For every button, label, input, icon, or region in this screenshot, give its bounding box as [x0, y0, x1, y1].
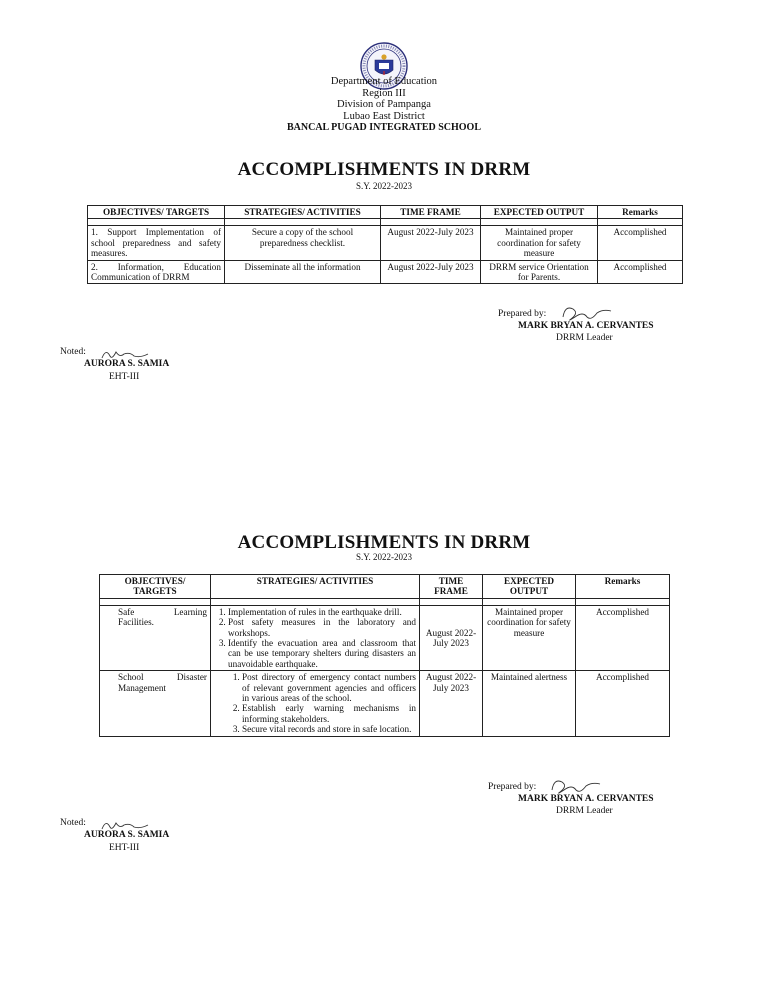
remarks-cell: Accomplished: [598, 260, 683, 284]
strategy-cell: Secure a copy of the school preparedness checklist.: [225, 226, 381, 260]
noted-label: Noted:: [60, 347, 86, 357]
column-header: OBJECTIVES/ TARGETS: [100, 575, 211, 599]
section2-header-row: [100, 575, 670, 599]
strategy-item: 1. Post directory of emergency contact numbers of relevant government agencies and officers in various areas of the school.: [242, 672, 416, 703]
row-number: 2.: [91, 261, 98, 272]
noted-label: Noted:: [60, 818, 86, 828]
preparer-role: DRRM Leader: [556, 333, 613, 343]
section1-school-year: S.Y. 2022-2023: [355, 181, 413, 191]
column-header: STRATEGIES/ ACTIVITIES: [211, 575, 420, 599]
column-header: EXPECTED OUTPUT: [483, 575, 576, 599]
output-cell: DRRM service Orientation for Parents.: [481, 260, 598, 284]
preparer-name: MARK BRYAN A. CERVANTES: [518, 794, 654, 804]
noter-role: EHT-III: [109, 843, 140, 853]
column-header: EXPECTED OUTPUT: [481, 206, 598, 219]
objective-cell: Support Implementation of school preparedness and safety measures.: [91, 227, 222, 259]
preparer-name: MARK BRYAN A. CERVANTES: [518, 321, 654, 331]
preparer-role: DRRM Leader: [556, 806, 613, 816]
strategy-item: 3. Identify the evacuation area and classroom that can be use temporary shelters during disasters an unavoidable earthquake.: [228, 638, 416, 669]
time-frame-cell: August 2022-July 2023: [381, 226, 481, 260]
output-cell: Maintained proper coordination for safety measure: [483, 605, 576, 670]
strategy-item: 3. Secure vital records and store in safe location.: [242, 724, 416, 734]
noter-name: AURORA S. SAMIA: [84, 830, 170, 840]
strategy-item: 2. Establish early warning mechanisms in informing stakeholders.: [242, 703, 416, 724]
row-number: 1.: [91, 227, 98, 238]
table-row: [88, 260, 683, 284]
table-row: [88, 226, 683, 260]
strategies-list: [214, 672, 416, 734]
spacer-row: [100, 598, 670, 605]
column-header: TIME FRAME: [381, 206, 481, 219]
division-name: Division of Pampanga: [337, 99, 431, 111]
remarks-cell: Accomplished: [576, 671, 670, 736]
strategies-cell: [211, 671, 420, 736]
section2-school-year: S.Y. 2022-2023: [355, 552, 413, 562]
objective-cell: Information, Education Communication of DRRM: [91, 261, 221, 283]
strategies-list: [214, 607, 416, 669]
prepared-by-label: Prepared by:: [498, 309, 547, 319]
strategy-item: 2. Post safety measures in the laboratory and workshops.: [228, 617, 416, 638]
time-frame-cell: August 2022-July 2023: [381, 260, 481, 284]
prepared-by-label: Prepared by:: [488, 782, 537, 792]
column-header: OBJECTIVES/ TARGETS: [88, 206, 225, 219]
section1-title: ACCOMPLISHMENTS IN DRRM: [237, 159, 531, 180]
noter-name: AURORA S. SAMIA: [84, 359, 170, 369]
column-header: TIME FRAME: [420, 575, 483, 599]
region-name: Region III: [362, 87, 406, 99]
department-name: Department of Education: [330, 76, 438, 87]
letterhead: [0, 76, 768, 134]
column-header: Remarks: [598, 206, 683, 219]
objective-cell: Safe Learning Facilities.: [100, 605, 211, 670]
column-header: STRATEGIES/ ACTIVITIES: [225, 206, 381, 219]
objective-cell: School Disaster Management: [100, 671, 211, 736]
section2-title: ACCOMPLISHMENTS IN DRRM: [237, 532, 531, 553]
output-cell: Maintained proper coordination for safety measure: [481, 226, 598, 260]
section1-table: [87, 205, 683, 284]
table-row: [100, 671, 670, 736]
output-cell: Maintained alertness: [483, 671, 576, 736]
strategies-cell: [211, 605, 420, 670]
remarks-cell: Accomplished: [576, 605, 670, 670]
district-name: Lubao East District: [343, 110, 425, 122]
time-frame-cell: August 2022-July 2023: [420, 671, 483, 736]
section2-table: [99, 574, 670, 737]
strategy-item: 1. Implementation of rules in the earthquake drill.: [228, 607, 416, 617]
spacer-row: [88, 219, 683, 226]
table-row: [100, 605, 670, 670]
strategy-cell: Disseminate all the information: [225, 260, 381, 284]
noter-role: EHT-III: [109, 372, 140, 382]
remarks-cell: Accomplished: [598, 226, 683, 260]
school-name: BANCAL PUGAD INTEGRATED SCHOOL: [286, 122, 481, 134]
time-frame-cell: August 2022-July 2023: [420, 605, 483, 670]
section1-header-row: [88, 206, 683, 219]
column-header: Remarks: [576, 575, 670, 599]
